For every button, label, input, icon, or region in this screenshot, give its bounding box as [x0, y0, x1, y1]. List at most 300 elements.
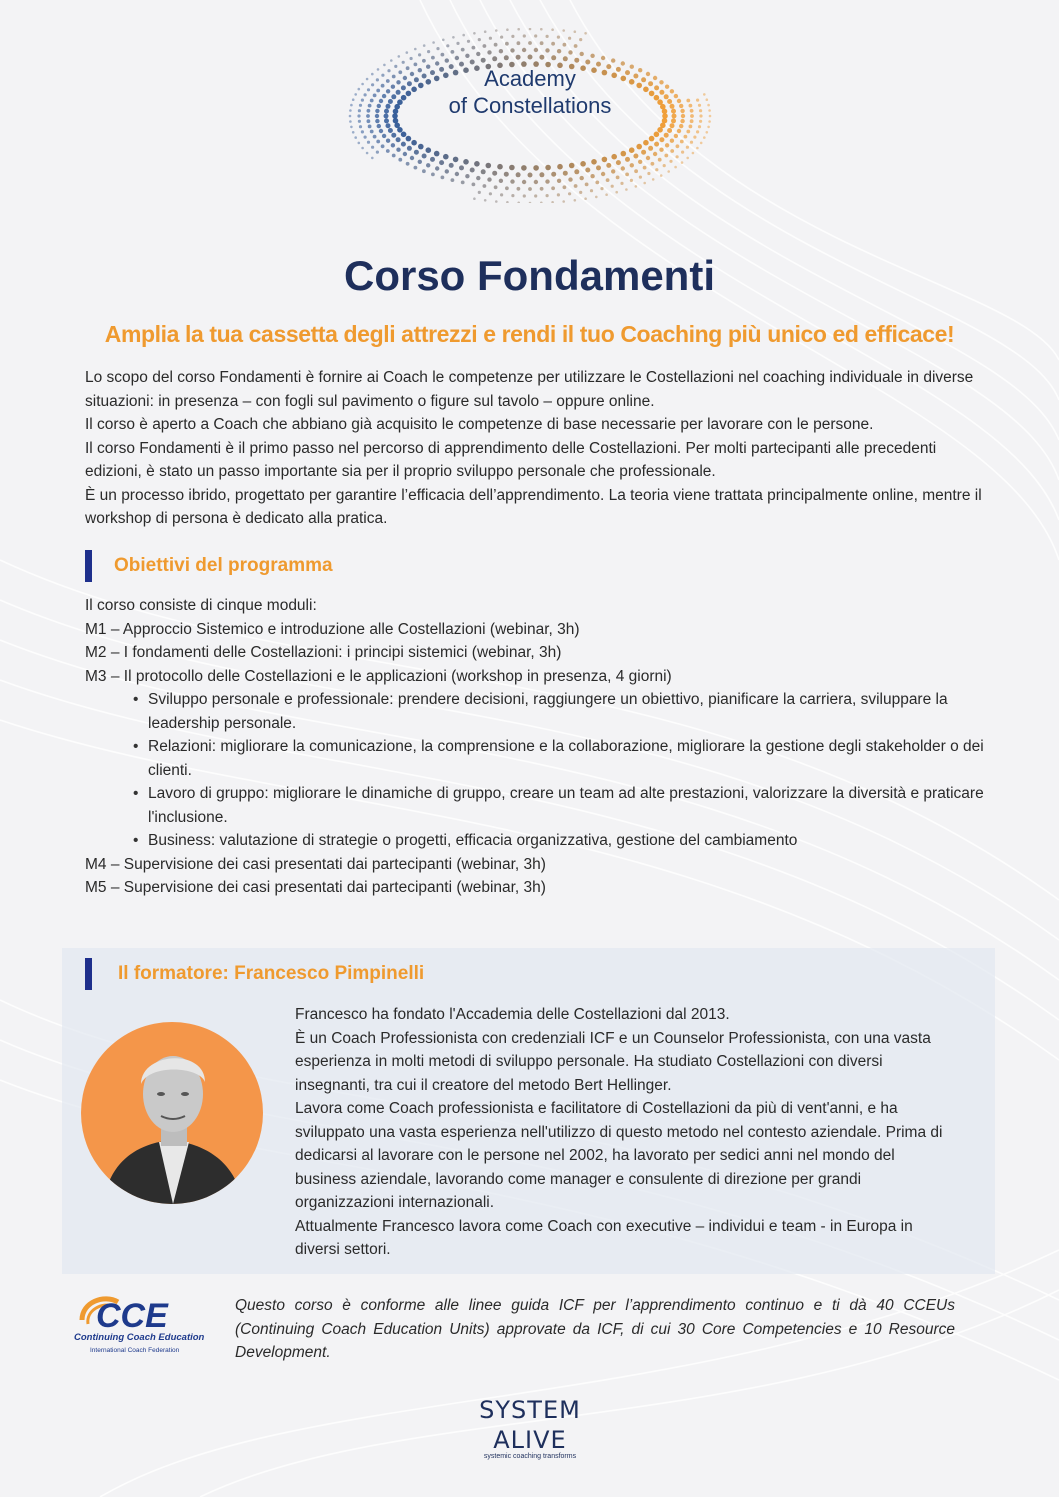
trainer-photo	[81, 1022, 263, 1204]
logo-dot	[568, 37, 571, 40]
logo-dot	[410, 156, 414, 160]
logo-dot	[679, 124, 683, 128]
logo-dot	[625, 157, 630, 162]
bio-paragraph: Francesco ha fondato l'Accademia delle Costellazioni dal 2013.	[295, 1006, 730, 1023]
list-item: • Lavoro di gruppo: migliorare le dinamiche di gruppo, creare un team ad alte prestazioni, valorizzare la diversità e praticare l'inclusione.	[85, 782, 985, 829]
logo-dot	[659, 148, 663, 152]
logo-dot	[434, 151, 440, 157]
logo-dot	[574, 44, 578, 48]
logo-dot	[676, 144, 680, 148]
logo-dot	[690, 141, 693, 144]
logo-dot	[354, 136, 357, 139]
logo-dot	[406, 136, 412, 142]
logo-dot	[606, 163, 611, 168]
logo-dot	[534, 194, 537, 197]
logo-dot	[551, 55, 556, 60]
logo-dot	[611, 169, 615, 173]
logo-dot	[407, 146, 412, 151]
logo-dot	[638, 160, 642, 164]
logo-dot	[584, 197, 587, 200]
logo-dot	[435, 166, 439, 170]
logo-dot	[534, 34, 537, 37]
logo-dot	[441, 53, 445, 57]
logo-dot	[489, 37, 492, 40]
logo-dot	[506, 28, 509, 31]
logo-dot	[489, 192, 492, 195]
logo-dot	[659, 137, 664, 142]
logo-dot	[426, 147, 432, 153]
logo-dot	[539, 172, 544, 177]
logo-dot	[641, 150, 646, 155]
logo-dot	[551, 186, 555, 190]
logo-tagline: systemic coaching transforms	[483, 1453, 577, 1460]
logo-dot	[600, 187, 603, 190]
logo-dot	[676, 155, 679, 158]
logo-dot	[568, 177, 572, 181]
logo-dot	[427, 50, 430, 53]
logo-dot	[596, 165, 601, 170]
logo-dot	[689, 125, 693, 129]
logo-dot	[551, 201, 554, 203]
logo-dot	[620, 182, 623, 185]
logo-dot	[410, 57, 413, 60]
logo-dot	[629, 147, 635, 153]
logo-dot	[657, 127, 663, 133]
cce-note: Questo corso è conforme alle linee guida ICF per l’apprendimento continuo e ti dà 40 CCEUs (Continuing Coach Education Units) approvate da ICF, di cui 30 Core Competencies e 10 Resource Development.	[235, 1297, 955, 1361]
logo-dot	[367, 141, 370, 144]
logo-dot	[517, 28, 520, 31]
logo-dot	[698, 125, 701, 128]
logo-dot	[473, 197, 476, 200]
logo-dot	[504, 55, 509, 60]
logo-dot	[497, 164, 503, 170]
logo-dot	[361, 147, 364, 150]
intro-paragraph: Il corso Fondamenti è il primo passo nel percorso di apprendimento delle Costellazioni. Per molti partecipanti alle precedenti edizioni, è stato un passo importante sia per il proprio sviluppo personale che professionale.	[85, 439, 937, 480]
logo-dot	[443, 154, 449, 160]
logo-dot	[630, 179, 633, 182]
bio-paragraph: È un Coach Professionista con credenziali ICF e un Counselor Professionista, con una vasta esperienza in molti metodi di sviluppo personale. Ha studiato Costellazioni con diversi insegnanti, tra cui il creatore del metodo Bert Hellinger.	[295, 1029, 931, 1094]
logo-dot	[643, 182, 646, 185]
logo-dot	[528, 173, 533, 178]
logo-dot	[681, 161, 684, 164]
logo-dot	[445, 58, 449, 62]
logo-dot	[563, 185, 567, 189]
logo-line-1: Academy	[484, 66, 576, 91]
logo-dot	[569, 163, 575, 169]
logo-dot	[366, 152, 369, 155]
logo-dot	[371, 157, 374, 160]
logo-dot	[611, 154, 617, 160]
trainer-heading	[85, 958, 424, 990]
logo-dot	[684, 135, 688, 139]
list-item: • Business: valutazione di strategie o progetti, efficacia organizzativa, gestione del cambiamento	[85, 829, 985, 853]
logo-dot	[401, 132, 407, 138]
logo-dot	[522, 180, 526, 184]
logo-dot	[625, 173, 629, 177]
logo-dot	[414, 150, 419, 155]
logo-dot	[545, 48, 549, 52]
logo-dot	[391, 143, 395, 147]
logo-dot	[696, 147, 699, 150]
logo-dot	[545, 165, 551, 171]
logo-dot	[667, 170, 670, 173]
logo-dot	[411, 140, 417, 146]
logo-dot	[584, 32, 587, 35]
logo-dot	[386, 139, 390, 143]
logo-dot	[686, 130, 690, 134]
logo-dot	[648, 146, 653, 151]
logo-dot	[439, 160, 444, 165]
logo-dot	[651, 162, 655, 166]
logo-dot	[358, 120, 361, 123]
logo-dot	[492, 56, 497, 61]
logo-dot	[504, 172, 509, 177]
logo-dot	[418, 144, 424, 150]
program-heading	[85, 550, 333, 582]
logo-dot	[499, 179, 503, 183]
logo-dot	[643, 166, 647, 170]
logo-dot	[523, 194, 526, 197]
logo-dot	[557, 49, 561, 53]
logo-dot	[402, 61, 405, 64]
logo-dot	[451, 50, 455, 54]
logo-dot	[580, 176, 584, 180]
logo-dot	[452, 36, 455, 39]
logo-dot	[545, 179, 549, 183]
logo-dot	[473, 32, 476, 35]
logo-dot	[696, 130, 699, 133]
logo-dot	[358, 142, 361, 145]
logo-dot	[528, 187, 532, 191]
logo-dot	[487, 177, 491, 181]
logo-dot	[492, 171, 497, 176]
logo-dot	[663, 164, 666, 167]
logo-dot	[621, 151, 627, 157]
logo-dot	[539, 55, 544, 60]
logo-dot	[649, 136, 655, 142]
logo-dot	[376, 151, 379, 154]
logo-dot	[371, 146, 374, 149]
logo-dot	[557, 164, 563, 170]
logo-dot	[667, 128, 672, 133]
logo-dot	[478, 191, 481, 194]
logo-dot	[509, 165, 515, 171]
logo-dot	[658, 158, 662, 162]
logo-dot	[430, 157, 435, 162]
logo-dot	[654, 142, 659, 147]
logo-dot	[625, 188, 628, 191]
logo-dot	[706, 131, 709, 134]
logo-dot	[557, 36, 560, 39]
logo-dot	[660, 174, 663, 177]
trainer-heading-text: Il formatore: Francesco Pimpinelli	[118, 963, 425, 984]
logo-dot	[379, 129, 383, 133]
logo-dot	[505, 42, 509, 46]
logo-dot	[494, 43, 498, 47]
logo-dot	[391, 133, 396, 138]
logo-dot	[616, 160, 621, 165]
logo-dot	[646, 156, 650, 160]
logo-dot	[654, 132, 660, 138]
logo-dot	[465, 174, 469, 178]
logo-dot	[361, 130, 364, 133]
logo-dot	[655, 168, 658, 171]
logo-dot	[529, 28, 532, 30]
logo-dot	[551, 28, 554, 31]
logo-dot	[472, 46, 476, 50]
logo-dot	[386, 123, 391, 128]
logo-dot	[486, 163, 492, 169]
logo-dot	[418, 160, 422, 164]
logo-dot	[382, 134, 386, 138]
logo-dot	[487, 50, 491, 54]
logo-dot	[574, 169, 579, 174]
logo-dot	[522, 48, 526, 52]
logo-dot	[634, 169, 638, 173]
logo-dot	[406, 162, 410, 166]
academy-logo	[340, 28, 720, 203]
logo-dot	[540, 28, 543, 31]
logo-dot	[686, 146, 689, 149]
logo-dot	[606, 178, 610, 182]
logo-dot	[398, 55, 401, 58]
logo-dot	[540, 202, 543, 204]
logo-dot	[388, 128, 393, 133]
logo-dot	[664, 133, 669, 138]
logo-dot	[517, 202, 520, 204]
logo-dot	[590, 54, 594, 58]
logo-dot	[680, 140, 684, 144]
logo-dot	[540, 187, 544, 191]
logo-dot	[500, 193, 503, 196]
logo-dot	[563, 43, 567, 47]
logo-dot	[677, 129, 681, 133]
logo-dot	[670, 139, 674, 143]
logo-dot	[708, 120, 711, 123]
logo-dot	[546, 35, 549, 38]
logo-dot	[349, 120, 352, 123]
logo-dot	[700, 142, 703, 145]
logo-dot	[418, 53, 421, 56]
logo-dot	[534, 48, 538, 52]
logo-line-system: SYSTEM	[479, 1396, 581, 1424]
logo-dot	[602, 157, 608, 163]
logo-dot	[484, 30, 487, 33]
logo-dot	[568, 50, 572, 54]
logo-dot	[377, 124, 381, 128]
logo-dot	[653, 152, 657, 156]
logo-dot	[669, 160, 672, 163]
logo-dot	[636, 144, 642, 150]
logo-dot	[352, 131, 355, 134]
logo-dot	[595, 181, 599, 185]
bio-paragraph: Lavora come Coach professionista e facilitatore di Costellazioni da più di vent'anni, e ha sviluppato una vasta esperienza nell'utilizzo di questo metodo nel contesto aziendale. Prima di dedicarsi al lavorare con le persone nel 2002, ha lavorato per sedici anni nel mondo del business aziendale, lavorando come manager e consulente di direzione per grandi organizzazioni internazionali.	[295, 1100, 943, 1211]
logo-dot	[647, 172, 650, 175]
logo-line-2: of Constellations	[448, 93, 612, 118]
logo-dot	[585, 60, 590, 65]
logo-dot	[414, 48, 417, 51]
logo-dot	[422, 169, 426, 173]
logo-dot	[574, 184, 578, 188]
logo-dot	[481, 169, 486, 174]
logo-dot	[574, 199, 577, 202]
logo-dot	[523, 34, 526, 37]
logo-dot	[605, 193, 608, 196]
logo-dot	[462, 34, 465, 37]
logo-dot	[368, 125, 372, 129]
logo-dot	[563, 56, 568, 61]
logo-dot	[463, 159, 469, 165]
logo-dot	[674, 166, 677, 169]
logo-dot	[534, 180, 538, 184]
logo-dot	[707, 126, 710, 129]
logo-dot	[590, 174, 594, 178]
logo-line-alive: ALIVE	[493, 1426, 567, 1454]
logo-dot	[611, 58, 615, 62]
logo-dot	[674, 134, 678, 138]
logo-dot	[516, 55, 521, 60]
logo-dot	[476, 176, 480, 180]
logo-dot	[686, 157, 689, 160]
list-item: • Sviluppo personale e professionale: prendere decisioni, raggiungere un obiettivo, pianificare la carriera, sviluppare la leadership personale.	[85, 688, 985, 735]
intro-paragraph: Lo scopo del corso Fondamenti è fornire ai Coach le competenze per utilizzare le Costellazioni nel coaching individuale in diverse situazioni: in presenza – con fogli sul pavimento o figure sul tavolo – oppure online.	[85, 369, 974, 410]
logo-dot	[436, 47, 439, 50]
logo-dot	[481, 58, 486, 63]
logo-dot	[601, 172, 605, 176]
program-heading-text: Obiettivi del programma	[114, 555, 333, 576]
logo-dot	[451, 178, 455, 182]
logo-dot	[414, 166, 418, 170]
logo-dot	[595, 196, 598, 199]
logo-dot	[585, 168, 590, 173]
logo-dot	[505, 186, 509, 190]
intro-text	[85, 366, 985, 531]
logo-dot	[551, 42, 555, 46]
logo-dot	[580, 52, 584, 56]
logo-dot	[364, 136, 367, 139]
logo-dot	[431, 56, 435, 60]
page-subtitle: Amplia la tua cassetta degli attrezzi e rendi il tuo Coaching più unico ed efficace!	[104, 321, 955, 347]
logo-dot	[692, 152, 695, 155]
logo-dot	[449, 163, 454, 168]
logo-dot	[693, 136, 696, 139]
logo-dot	[511, 35, 514, 38]
logo-dot	[590, 189, 593, 192]
logo-dot	[376, 140, 380, 144]
logo-dot	[453, 157, 459, 163]
logo-dot	[456, 42, 459, 45]
logo-dot	[483, 184, 487, 188]
logo-dot	[670, 149, 674, 153]
logo-dot	[401, 142, 406, 147]
logo-dot	[601, 56, 605, 60]
logo-dot	[670, 123, 675, 128]
cce-logo-text: CCE	[96, 1297, 168, 1335]
logo-dot	[373, 135, 377, 139]
logo-dot	[546, 194, 549, 197]
logo-dot	[422, 154, 427, 159]
logo-dot	[386, 149, 390, 153]
logo-dot	[359, 125, 362, 128]
logo-dot	[423, 44, 426, 47]
logo-dot	[403, 152, 407, 156]
logo-dot	[441, 176, 445, 180]
logo-dot	[510, 179, 514, 183]
logo-dot	[465, 54, 469, 58]
logo-dot	[474, 161, 480, 167]
logo-dot	[461, 48, 465, 52]
logo-dot	[665, 143, 669, 147]
logo-dot	[495, 200, 498, 203]
logo-dot	[516, 172, 521, 177]
logo-dot	[470, 60, 475, 65]
logo-dot	[579, 191, 582, 194]
logo-dot	[664, 154, 668, 158]
logo-dot	[639, 176, 642, 179]
logo-dot	[472, 183, 476, 187]
logo-dot	[396, 148, 400, 152]
logo-dot	[483, 44, 487, 48]
logo-dot	[562, 200, 565, 203]
section-accent-bar	[85, 550, 92, 582]
logo-dot	[574, 58, 579, 63]
program-list	[85, 594, 985, 900]
logo-dot	[381, 144, 385, 148]
logo-dot	[681, 151, 684, 154]
module-m3: M3 – Il protocollo delle Costellazioni e le applicazioni (workshop in presenza, 4 giorni)	[85, 667, 672, 685]
logo-dot	[517, 41, 521, 45]
system-alive-logo	[470, 1395, 590, 1465]
logo-dot	[495, 29, 498, 32]
module-m2: M2 – I fondamenti delle Costellazioni: i principi sistemici (webinar, 3h)	[85, 644, 562, 661]
logo-dot	[703, 136, 706, 139]
logo-dot	[455, 172, 459, 176]
logo-dot	[406, 51, 409, 54]
logo-dot	[517, 187, 521, 191]
logo-dot	[699, 120, 702, 123]
list-item: • Relazioni: migliorare la comunicazione, la comprensione e la collaborazione, migliorare la gestione degli stakeholder o dei clienti.	[85, 735, 985, 782]
logo-dot	[633, 154, 638, 159]
logo-dot	[467, 40, 470, 43]
logo-dot	[392, 154, 396, 158]
logo-dot	[557, 179, 561, 183]
logo-dot	[446, 44, 449, 47]
logo-dot	[533, 165, 539, 171]
logo-dot	[643, 140, 649, 146]
logo-dot	[580, 161, 586, 167]
logo-dot	[563, 171, 568, 176]
cce-logo	[74, 1290, 214, 1360]
logo-dot	[459, 165, 464, 170]
logo-dot	[528, 55, 533, 60]
logo-dot	[461, 181, 465, 185]
intro-paragraph: Il corso è aperto a Coach che abbiano già acquisito le competenze di base necessarie per lavorare con le persone.	[85, 416, 874, 433]
program-lead: Il corso consiste di cinque moduli:	[85, 597, 317, 614]
page-title: Corso Fondamenti	[343, 252, 715, 299]
logo-dot	[370, 130, 374, 134]
intro-paragraph: È un processo ibrido, progettato per garantire l’efficacia dell’apprendimento. La teoria viene trattata principalmente online, mentre il workshop di persona è dedicato alla pratica.	[85, 486, 982, 527]
logo-dot	[574, 30, 577, 33]
logo-dot	[652, 178, 655, 181]
logo-dot	[540, 41, 544, 45]
logo-dot	[557, 193, 560, 196]
logo-dot	[390, 59, 393, 62]
module-m1: M1 – Approccio Sistemico e introduzione alle Costellazioni (webinar, 3h)	[85, 620, 580, 638]
logo-dot	[591, 159, 597, 165]
logo-dot	[510, 48, 514, 52]
logo-dot	[478, 38, 481, 41]
logo-dot	[630, 163, 634, 167]
